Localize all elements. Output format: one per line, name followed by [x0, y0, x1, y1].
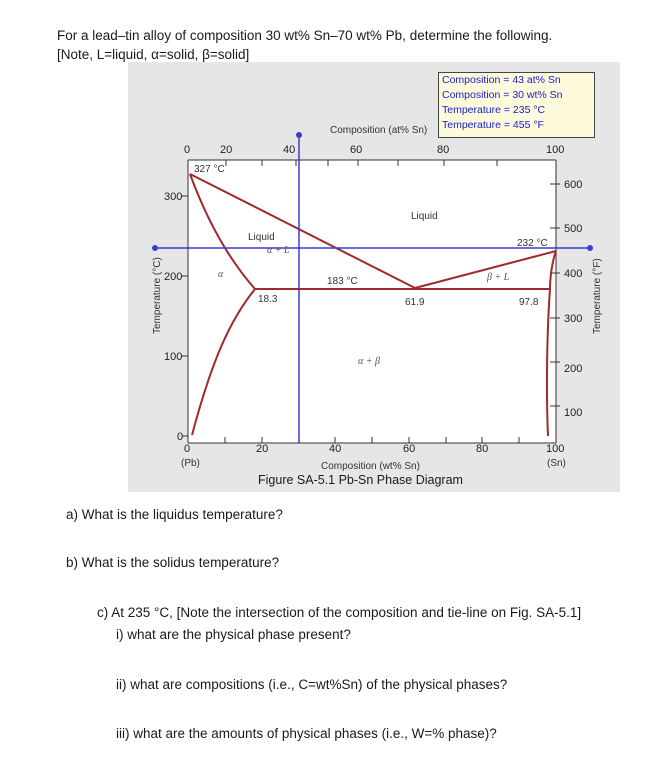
eutectic-temp-label: 183 °C [327, 276, 358, 287]
top-tick: 100 [546, 144, 565, 156]
question-c-iii: iii) what are the amounts of physical phases (i.e., W=% phase)? [116, 726, 497, 741]
temperature-line-left-marker [152, 245, 158, 251]
liquid-region-label: Liquid [411, 211, 438, 222]
top-tick: 60 [350, 144, 363, 156]
bottom-tick: 0 [184, 443, 191, 455]
top-tick: 0 [184, 144, 191, 156]
info-box [438, 72, 595, 138]
top-axis-label: Composition (at% Sn) [330, 125, 428, 136]
bottom-tick: 80 [476, 443, 489, 455]
left-tick: 200 [164, 271, 183, 283]
pb-melting-label: 327 °C [194, 164, 225, 175]
right-axis-label: Temperature (°F) [592, 258, 603, 334]
left-tick: 0 [177, 431, 184, 443]
alpha-plus-beta-label: α + β [358, 356, 380, 367]
right-tick: 100 [564, 407, 583, 419]
question-c: c) At 235 °C, [Note the intersection of the composition and tie-line on Fig. SA-5.1] [97, 605, 582, 620]
question-a: a) What is the liquidus temperature? [66, 507, 283, 522]
left-tick: 300 [164, 191, 183, 203]
top-tick: 80 [437, 144, 450, 156]
right-tick: 300 [564, 313, 583, 325]
right-tick: 600 [564, 179, 583, 191]
info-composition-wt: Composition = 30 wt% Sn [442, 89, 563, 101]
sn-label: (Sn) [547, 458, 566, 469]
bottom-tick: 40 [329, 443, 342, 455]
bottom-axis-label: Composition (wt% Sn) [321, 461, 420, 472]
right-tick: 200 [564, 363, 583, 375]
bottom-tick: 20 [256, 443, 269, 455]
info-composition-at: Composition = 43 at% Sn [442, 74, 561, 86]
question-b: b) What is the solidus temperature? [66, 555, 280, 570]
problem-statement: For a lead–tin alloy of composition 30 wt% Sn–70 wt% Pb, determine the following. [57, 28, 553, 43]
bottom-tick: 100 [546, 443, 565, 455]
right-tick: 500 [564, 223, 583, 235]
eutectic-composition-label: 61.9 [405, 297, 425, 308]
temperature-line-right-marker [587, 245, 593, 251]
phase-note: [Note, L=liquid, α=solid, β=solid] [57, 47, 250, 62]
beta-plus-liquid-label: β + L [487, 272, 510, 283]
info-temperature-f: Temperature = 455 °F [442, 119, 544, 131]
top-tick: 20 [220, 144, 233, 156]
plot-area [188, 160, 556, 443]
alpha-solubility-label: 18.3 [258, 294, 278, 305]
beta-solubility-label: 97.8 [519, 297, 539, 308]
left-tick: 100 [164, 351, 183, 363]
left-axis-label: Temperature (°C) [152, 257, 163, 334]
bottom-tick: 60 [403, 443, 416, 455]
alpha-plus-liquid-label: α + L [267, 245, 290, 256]
top-tick: 40 [283, 144, 296, 156]
liquid-left-label: Liquid [248, 232, 275, 243]
pb-label: (Pb) [181, 458, 200, 469]
question-c-i: i) what are the physical phase present? [116, 627, 351, 642]
alpha-region-label: α [218, 269, 224, 280]
figure-caption: Figure SA-5.1 Pb-Sn Phase Diagram [258, 473, 463, 487]
question-c-ii: ii) what are compositions (i.e., C=wt%Sn) of the physical phases? [116, 677, 508, 692]
composition-line-marker [296, 132, 302, 138]
info-temperature-c: Temperature = 235 °C [442, 104, 546, 116]
right-tick: 400 [564, 268, 583, 280]
sn-melting-label: 232 °C [517, 238, 548, 249]
